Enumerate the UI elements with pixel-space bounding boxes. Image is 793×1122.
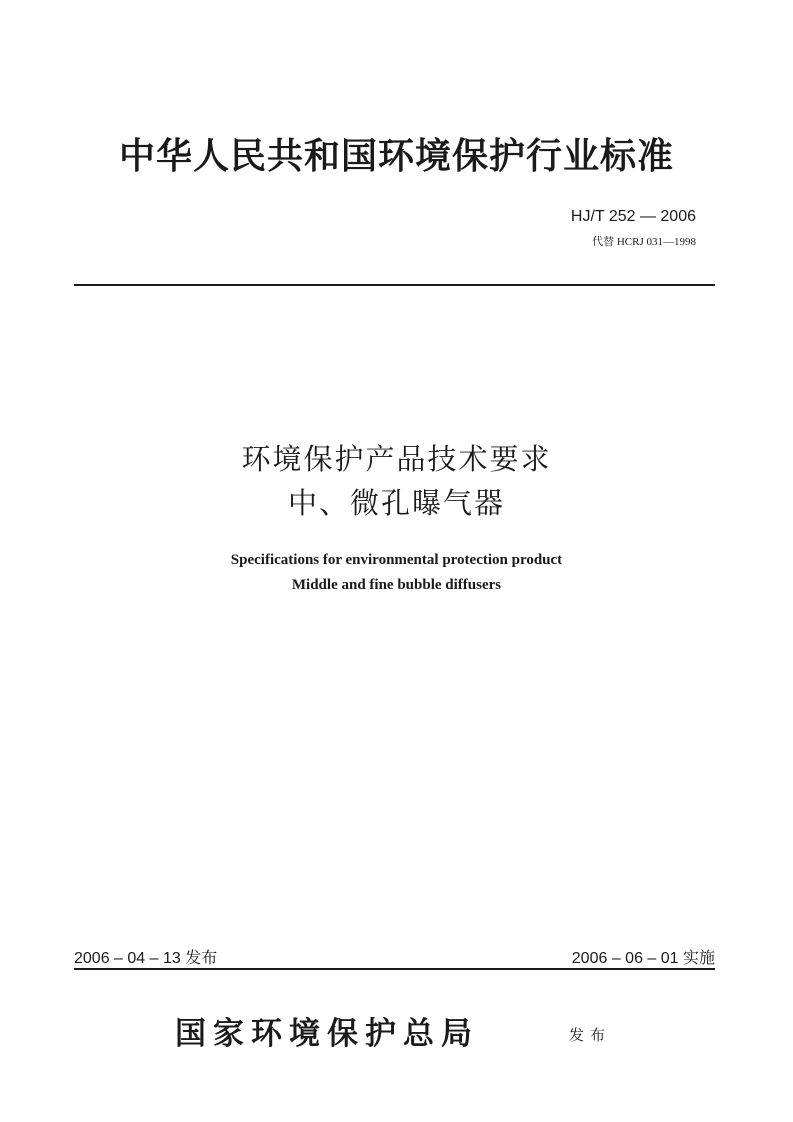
english-title-line-2: Middle and fine bubble diffusers xyxy=(291,577,502,593)
standard-category-title: 中华人民共和国环境保护行业标准 xyxy=(118,135,674,177)
english-title-line-1: Specifications for environmental protection product xyxy=(230,552,563,568)
issuing-authority: 国家环境保护总局 xyxy=(175,1016,479,1052)
replaced-standard: 代替 HCRJ 031—1998 xyxy=(592,236,696,248)
chinese-title-line-1: 环境保护产品技术要求 xyxy=(241,442,552,476)
bottom-divider xyxy=(74,968,715,970)
top-divider xyxy=(74,284,715,286)
issue-date: 2006 – 04 – 13 发布 xyxy=(74,950,218,967)
standard-code: HJ/T 252 — 2006 xyxy=(570,208,696,225)
chinese-title-line-2: 中、微孔曝气器 xyxy=(287,486,505,520)
implementation-date: 2006 – 06 – 01 实施 xyxy=(571,950,715,967)
issuing-authority-suffix: 发布 xyxy=(569,1026,612,1044)
